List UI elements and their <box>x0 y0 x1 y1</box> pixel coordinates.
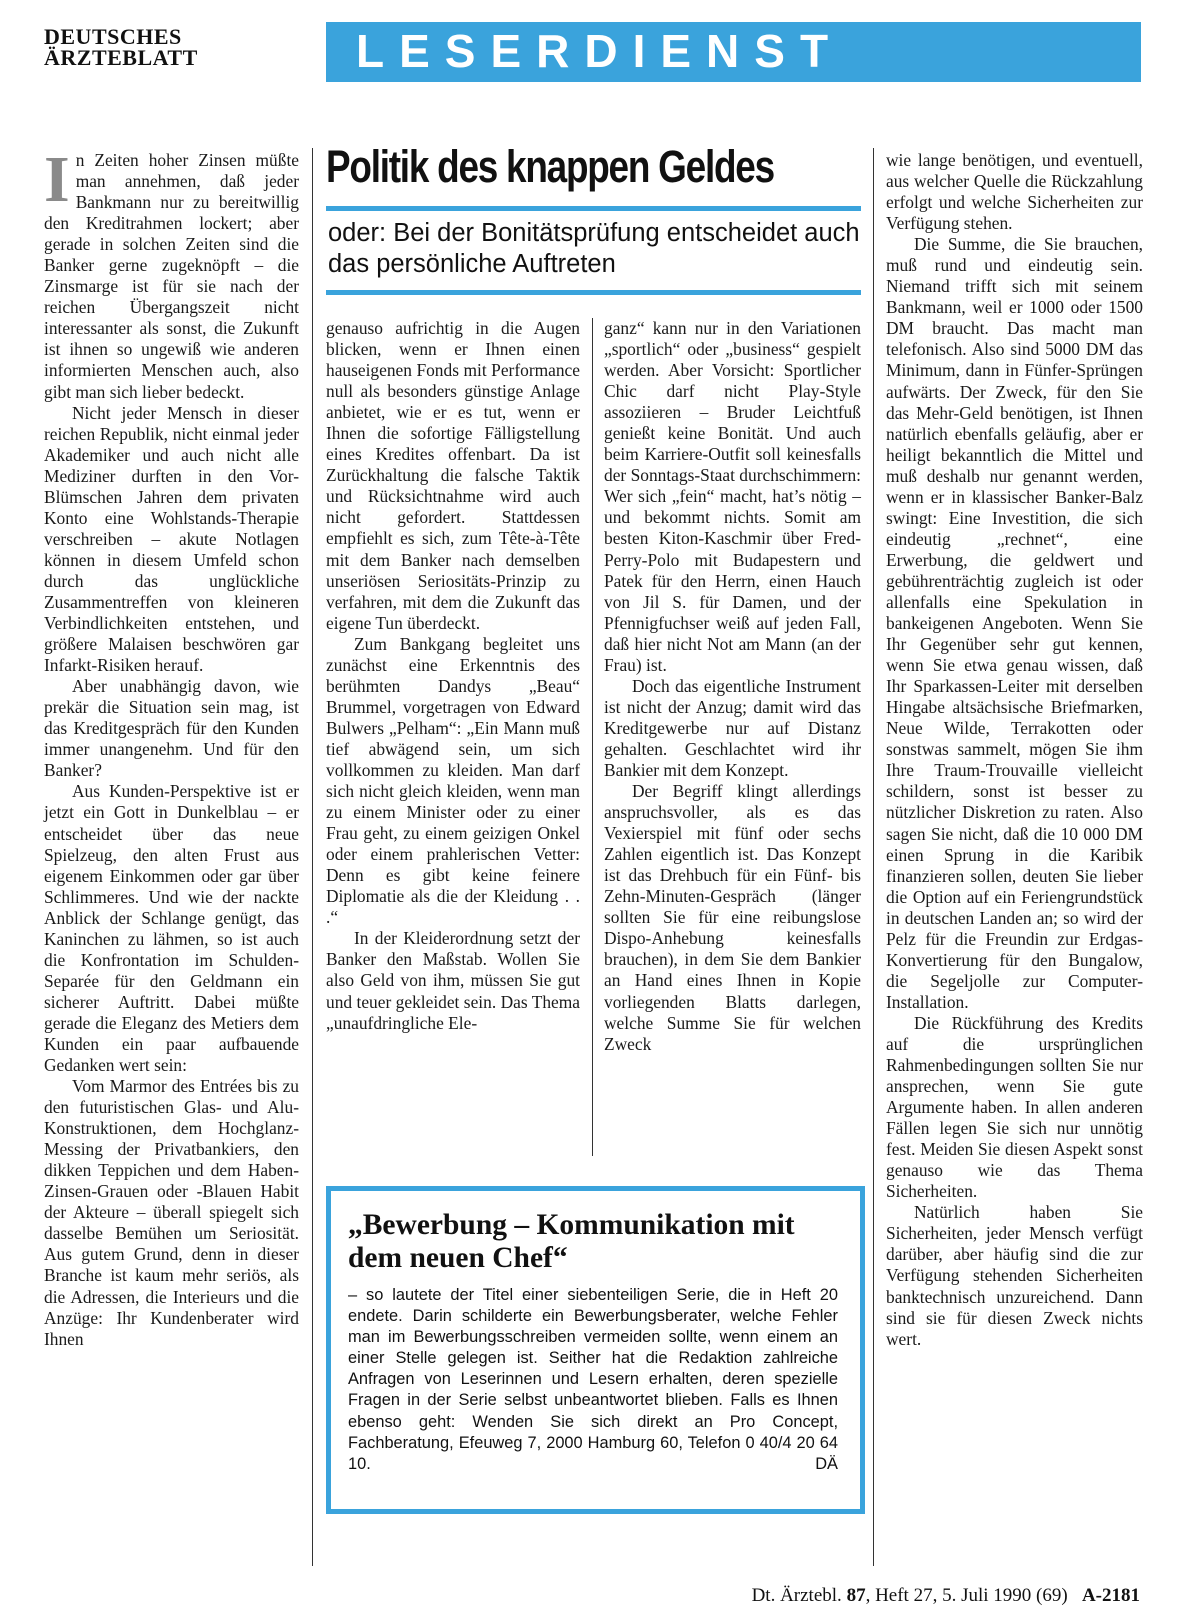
headline-rule <box>326 206 861 211</box>
article-paragraph: Der Begriff klingt allerdings anspruchsvoller, als es das Vexierspiel mit fünf oder sechs Zahlen eigentlich ist. Das Konzept ist das Drehbuch für ein Fünf- bis Zehn-Minuten-Gespräch (länger sollten Sie für eine reibungslose Dispo-Anhebung keinesfalls brauchen), in dem Sie dem Bankier an Hand eines Ihnen in Kopie vorliegenden Blatts darlegen, welche Summe Sie für welchen Zweck <box>604 781 861 1054</box>
article-subheadline: oder: Bei der Bonitätsprüfung entscheidet auch das persönliche Auftreten <box>328 219 860 278</box>
article-headline: Politik des knappen Geldes <box>326 141 774 192</box>
subheadline-rule <box>326 290 861 295</box>
drop-cap: I <box>44 143 70 216</box>
page-number: A-2181 <box>1081 1585 1140 1606</box>
article-column-1 <box>44 143 299 1350</box>
article-paragraph: Natürlich haben Sie Sicherheiten, jeder Mensch verfügt darüber, aber häufig sind die zur Verfügung stehenden Sicherheiten banktechnisch unzureichend. Dann sind sie für diesen Zweck nichts wert. <box>886 1202 1143 1349</box>
section-banner-label: LESERDIENST <box>356 25 844 77</box>
notice-title: „Bewerbung – Kommunikation mit dem neuen Chef“ <box>348 1209 795 1274</box>
footer-journal: Dt. Ärztebl. <box>751 1585 842 1606</box>
column-divider <box>312 148 313 1566</box>
article-paragraph: wie lange benötigen, und eventuell, aus welcher Quelle die Rückzahlung erfolgt und welche Sicherheiten zur Verfügung stehen. <box>886 150 1143 234</box>
article-paragraph: Vom Marmor des Entrées bis zu den futuristischen Glas- und Alu-Konstruktionen, dem Hochglanz-Messing der Privatbankiers, den dikken Teppichen und dem Haben-Zinsen-Grauen oder -Blauen Habit der Akteure – überall spiegelt sich dasselbe Bemühen um Seriosität. Aus gutem Grund, denn in dieser Branche ist kaum mehr seriös, als die Adressen, die Interieurs und die Anzüge: Ihr Kundenberater wird Ihnen <box>44 1076 299 1349</box>
article-column-4 <box>886 150 1143 1350</box>
article-paragraph <box>44 143 299 403</box>
article-paragraph: Nicht jeder Mensch in dieser reichen Republik, nicht einmal jeder Akademiker und auch nicht alle Mediziner durften in den Vor-Blümschen Jahren dem privaten Konto eine Wohlstands-Therapie verschreiben – akute Notlagen können in diesem Umfeld schon durch das unglückliche Zusammentreffen von kleineren Verbindlichkeiten entstehen, und größere Malaisen beschwören gar Infarkt-Risiken herauf. <box>44 402 299 676</box>
article-column-2 <box>326 318 580 1034</box>
notice-body <box>348 1285 838 1475</box>
article-paragraph: In der Kleiderordnung setzt der Banker den Maßstab. Wollen Sie also Geld von ihm, müssen Sie gut und teuer gekleidet sein. Das Thema „unaufdringliche Ele- <box>326 928 580 1033</box>
article-paragraph: Die Summe, die Sie brauchen, muß rund und eindeutig sein. Niemand trifft sich mit seinem Bankmann, weil er 1000 oder 1500 DM braucht. Das macht man telefonisch. Also sind 5000 DM das Minimum, dann in Fünfer-Sprüngen aufwärts. Der Zweck, für den Sie das Mehr-Geld benötigen, ist Ihnen natürlich ebenfalls geläufig, aber er heiligt bekanntlich die Mittel und muß deshalb nur genannt werden, wenn er in klassischer Banker-Balz swingt: Eine Investition, die sich eindeutig „rechnet“, eine Erwerbung, die geldwert und gebührenträchtig zugleich ist oder allenfalls eine Spekulation in bankeigenen Angeboten. Wenn Sie Ihr Gegenüber sehr gut kennen, wenn Sie etwa genau wissen, daß Ihr Sparkassen-Leiter mit derselben Hingabe altsächsische Briefmarken, Neue Wilde, Terrakotten oder sonstwas sammelt, mögen Sie ihm Ihre Traum-Trouvaille vielleicht schildern, sonst ist besser zu nützlicher Diskretion zu raten. Also sagen Sie nicht, daß die 10 000 DM einen Sprung in die Karibik finanzieren sollen, deuten Sie lieber die Option auf ein Feriengrundstück in deutschen Landen an; so wird der Pelz für die Freundin zur Erdgas-Konvertierung für den Bungalow, die Segeljolle zur Computer-Installation. <box>886 234 1143 1012</box>
article-column-3 <box>604 318 861 1055</box>
article-paragraph: Zum Bankgang begleitet uns zunächst eine Erkenntnis des berühmten Dandys „Beau“ Brummel, vorgetragen von Edward Bulwers „Pelham“: „Ein Mann muß tief abwägend sein, um sich vollkommen zu kleiden. Man darf sich nicht gleich kleiden, wenn man zu einem Minister oder zu einer Frau geht, zu einem geizigen Onkel oder einem prahlerischen Vetter: Denn es gibt keine feinere Diplomatie als die der Kleidung . . .“ <box>326 633 580 928</box>
notice-signature: DÄ <box>815 1454 838 1473</box>
article-paragraph: Aus Kunden-Perspektive ist er jetzt ein Gott in Dunkelblau – er entscheidet über das neue Spielzeug, den alten Frust aus eigenem Einkommen oder gar über Schlimmeres. Und wie der nackte Anblick der Schlange genügt, das Kaninchen zu lähmen, so ist auch die Konfrontation im Schulden-Separée für den Geldmann ein sicherer Auftritt. Dabei müßte gerade die Eleganz des Metiers dem Kunden ein paar aufbauende Gedanken wert sein: <box>44 781 299 1076</box>
masthead-logo <box>44 26 234 68</box>
masthead-line-1: DEUTSCHES <box>44 24 182 49</box>
article-paragraph: Die Rückführung des Kredits auf die ursprünglichen Rahmenbedingungen sollten Sie nur ansprechen, wenn Sie gute Argumente haben. In allen anderen Fällen legen Sie sich nur unnötig fest. Meiden Sie diesen Aspekt sonst genauso wie das Thema Sicherheiten. <box>886 1012 1143 1202</box>
article-paragraph: Doch das eigentliche Instrument ist nicht der Anzug; damit wird das Kreditgewerbe nur auf Distanz gehalten. Geschlachtet wird ihr Bankier mit dem Konzept. <box>604 675 861 780</box>
article-paragraph: ganz“ kann nur in den Variationen „sportlich“ oder „business“ gespielt werden. Aber Vorsicht: Sportlicher Chic darf nicht Play-Style assoziieren – Bruder Leichtfuß genießt keine Bonität. Und auch beim Karriere-Outfit soll keinesfalls der Sonntags-Staat durchschimmern: Wer sich „fein“ macht, hat’s nötig – und bekommt nichts. Somit am besten Kiton-Kaschmir über Fred-Perry-Polo mit Budapestern und Patek für den Herrn, einen Hauch von Jil S. für Damen, und der Pfennigfuchser weiß auf jeden Fall, daß hier nicht Not am Mann (an der Frau) ist. <box>604 318 861 675</box>
notice-box <box>326 1186 865 1514</box>
footer-issue: , Heft 27, 5. Juli 1990 (69) <box>865 1585 1068 1606</box>
article-paragraph: genauso aufrichtig in die Augen blicken, wenn er Ihnen einen hauseigenen Fonds mit Performance null als besonders günstige Anlage anbietet, wie er es tut, wenn er Ihnen die sofortige Fälligstellung eines Kredites offenbart. Da ist Zurückhaltung die falsche Taktik und Rücksichtnahme wird auch nicht gefordert. Stattdessen empfiehlt es sich, zum Tête-à-Tête mit dem Banker nach demselben unseriösen Seriositäts-Prinzip zu verfahren, mit dem die Zukunft das eigene Tun überdeckt. <box>326 318 580 633</box>
article-paragraph: Aber unabhängig davon, wie prekär die Situation sein mag, ist das Kreditgespräch für den Kunden immer unangenehm. Und für den Banker? <box>44 676 299 781</box>
section-banner <box>326 22 1141 82</box>
footer-volume: 87 <box>846 1585 866 1606</box>
page-footer <box>660 1585 1140 1607</box>
masthead-line-2: ÄRZTEBLATT <box>44 45 198 70</box>
column-divider <box>873 148 874 1566</box>
article-paragraph-text: n Zeiten hoher Zinsen müßte man annehmen, daß jeder Bankmann nur zu bereitwillig den Kreditrahmen lockert; aber gerade in solchen Zeiten sind die Banker gerne zugeknöpft – die Zinsmarge ist für sie nach der reichen Übergangszeit nicht interessanter als sonst, die Zukunft ist ihnen so ungewiß wie anderen informierten Menschen auch, also gibt man sich lieber bedeckt. <box>44 150 299 402</box>
column-divider <box>592 318 593 1156</box>
notice-text: – so lautete der Titel einer siebenteiligen Serie, die in Heft 20 endete. Darin schilderte ein Bewerbungsberater, welche Fehler man im Bewerbungsschreiben vermeiden sollte, wenn einem an einer Stelle gelegen ist. Seither hat die Redaktion zahlreiche Anfragen von Leserinnen und Lesern erhalten, deren spezielle Fragen in der Serie selbst unbeantwortet blieben. Falls es Ihnen ebenso geht: Wenden Sie sich direkt an Pro Concept, Fachberatung, Efeuweg 7, 2000 Hamburg 60, Telefon 0 40/4 20 64 10. <box>348 1286 838 1473</box>
